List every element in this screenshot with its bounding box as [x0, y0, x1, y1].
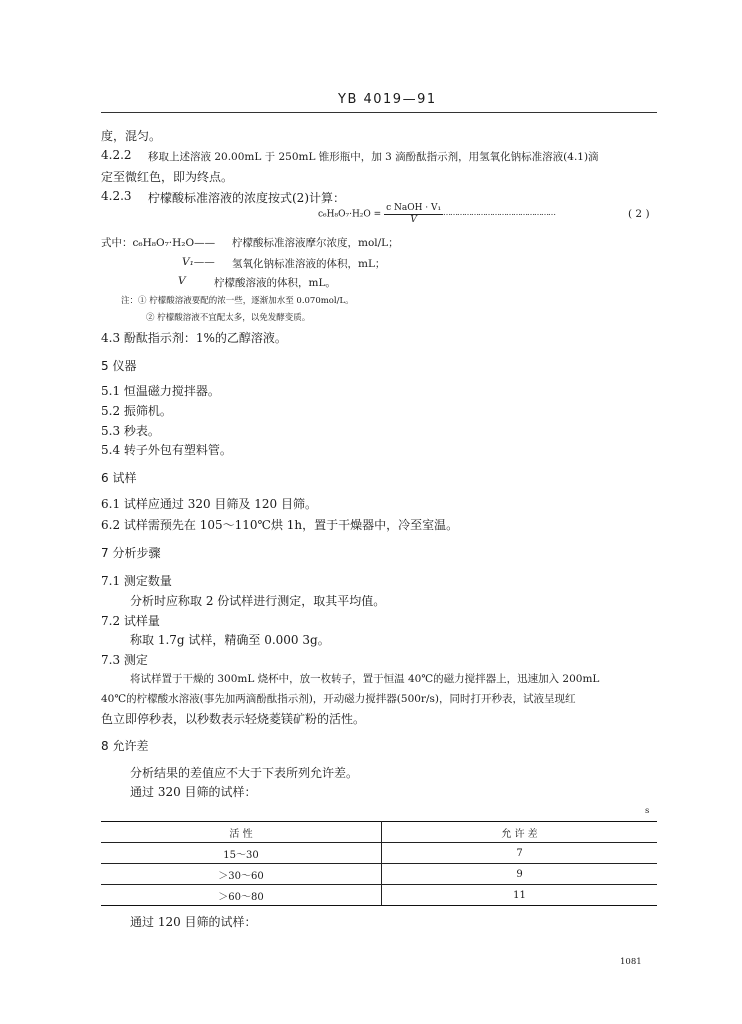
table-header-row	[101, 822, 657, 843]
paragraph-line: 40℃的柠檬酸水溶液(事先加两滴酚酞指示剂)，开动磁力搅拌器(500r/s)，同时打开秒表，试液呈现红	[101, 693, 576, 705]
paragraph-line: 移取上述溶液 20.00mL 于 250mL 锥形瓶中，加 3 滴酚酞指示剂，用氢氧化钠标准溶液(4.1)滴	[148, 151, 599, 163]
paragraph-line: 柠檬酸标准溶液的浓度按式(2)计算：	[148, 191, 345, 205]
table-row	[101, 843, 657, 864]
table-cell: ＞30～60	[101, 864, 382, 885]
table-cell: 15～30	[101, 843, 382, 864]
variable-definition: 柠檬酸标准溶液摩尔浓度，mol/L；	[232, 237, 399, 249]
clause-line: 5.2 振筛机。	[101, 404, 172, 418]
clause-line: 6.1 试样应通过 320 目筛及 120 目筛。	[101, 497, 317, 511]
clause-line: 7.2 试样量	[101, 614, 160, 628]
formula-lhs: c₆H₈O₇·H₂O =	[318, 209, 382, 220]
formula-numerator: c NaOH · V₁	[386, 203, 442, 213]
clause-line: 5.1 恒温磁力搅拌器。	[101, 384, 220, 398]
paragraph-line: 通过 120 目筛的试样：	[130, 915, 257, 929]
standard-number-header: YB 4019—91	[338, 92, 437, 107]
variable-definition: 柠檬酸溶液的体积，mL。	[214, 277, 336, 289]
clause-line: 7.3 测定	[101, 653, 148, 667]
table-row	[101, 885, 657, 906]
note-line: 注：① 柠檬酸溶液要配的浓一些，逐渐加水至 0.070mol/L。	[121, 296, 354, 306]
header-rule	[101, 112, 657, 113]
paragraph-line: 将试样置于干燥的 300mL 烧杯中，放一枚转子，置于恒温 40℃的磁力搅拌器上，迅速加入 200mL	[130, 673, 600, 685]
paragraph-line: 定至微红色，即为终点。	[101, 170, 234, 184]
clause-line: 5.4 转子外包有塑料管。	[101, 443, 232, 457]
section-heading: 7 分析步骤	[101, 546, 161, 560]
paragraph-line: 称取 1.7g 试样，精确至 0.000 3g。	[130, 633, 330, 647]
paragraph-line: 分析时应称取 2 份试样进行测定，取其平均值。	[130, 594, 386, 608]
table-cell: 7	[382, 843, 658, 864]
table-header-cell: 允 许 差	[382, 822, 658, 843]
table-header-cell: 活 性	[101, 822, 382, 843]
formula-leader-dots: …………………………………………	[443, 208, 555, 217]
note-line: ② 柠檬酸溶液不宜配太多，以免发酵变质。	[146, 313, 311, 323]
formula-fraction	[384, 203, 443, 226]
variable-symbol: V₁——	[182, 256, 215, 268]
paragraph-line: 色立即停秒表，以秒数表示轻烧菱镁矿粉的活性。	[101, 712, 366, 726]
table-row	[101, 864, 657, 885]
clause-number: 4.2.2	[101, 148, 132, 162]
clause-number: 4.2.3	[101, 189, 132, 203]
clause-line: 6.2 试样需预先在 105～110℃烘 1h，置于干燥器中，冷至室温。	[101, 518, 459, 532]
section-heading: 6 试样	[101, 471, 137, 485]
table-cell: ＞60～80	[101, 885, 382, 906]
formula-denominator: V	[410, 215, 417, 225]
variable-symbol: V	[178, 275, 186, 287]
section-heading: 8 允许差	[101, 739, 149, 753]
paragraph-line: 通过 320 目筛的试样：	[130, 785, 257, 799]
formula	[318, 203, 443, 226]
variable-definition: 氢氧化钠标准溶液的体积，mL；	[232, 258, 386, 270]
paragraph-line: 分析结果的差值应不大于下表所列允许差。	[130, 766, 359, 780]
table-cell: 11	[382, 885, 658, 906]
table-cell: 9	[382, 864, 658, 885]
paragraph-line: 度，混匀。	[101, 129, 162, 143]
section-heading: 5 仪器	[101, 359, 137, 373]
clause-line: 7.1 测定数量	[101, 574, 172, 588]
clause-line: 4.3 酚酞指示剂：1%的乙醇溶液。	[101, 331, 287, 345]
tolerance-table	[101, 821, 657, 906]
table-unit: s	[645, 806, 650, 816]
formula-number: ( 2 )	[628, 208, 650, 220]
variable-symbol: 式中：c₆H₈O₇·H₂O——	[101, 237, 216, 249]
clause-line: 5.3 秒表。	[101, 424, 160, 438]
page-number: 1081	[620, 957, 642, 967]
